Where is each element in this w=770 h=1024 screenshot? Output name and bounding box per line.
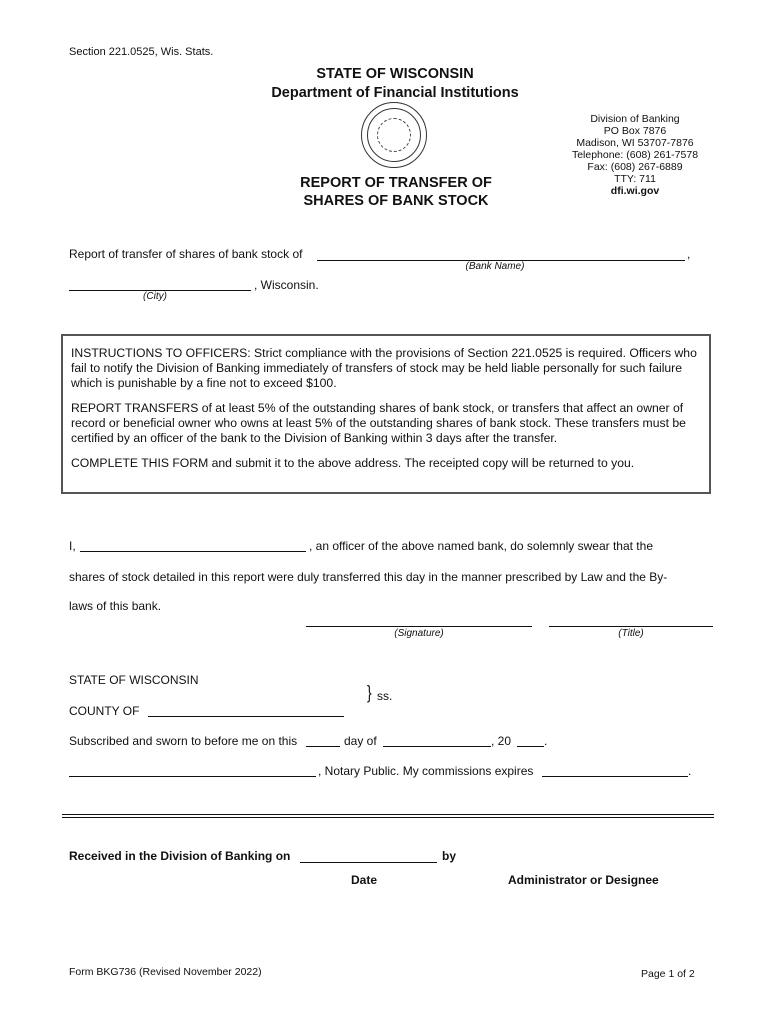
instructions-complete: COMPLETE THIS FORM and submit it to the above address. The receipted copy will be returned to you. (71, 456, 635, 470)
wisconsin-text: , Wisconsin. (254, 278, 319, 292)
notary-end-period: . (688, 764, 692, 778)
page-number: Page 1 of 2 (641, 968, 695, 980)
signature-field[interactable] (306, 626, 532, 627)
city-caption: (City) (143, 291, 167, 302)
form-id: Form BKG736 (Revised November 2022) (69, 966, 262, 978)
year-prefix: , 20 (491, 734, 512, 748)
division-name: Division of Banking (590, 113, 680, 125)
received-by: by (442, 849, 457, 863)
title-caption: (Title) (618, 628, 644, 639)
subscribed-period: . (544, 734, 548, 748)
oath-line2: shares of stock detailed in this report were duly transferred this day in the manner prescribed by Law and the By- (69, 570, 668, 584)
po-box: PO Box 7876 (603, 125, 667, 137)
subscribed-text: Subscribed and sworn to before me on this (69, 734, 298, 748)
statute-reference: Section 221.0525, Wis. Stats. (69, 46, 214, 58)
day-of-text: day of (344, 734, 377, 748)
commission-expires-field[interactable] (542, 776, 688, 777)
instructions-report: REPORT TRANSFERS of at least 5% of the outstanding shares of bank stock, or transfers that affect an owner of record or beneficial owner who owns at least 5% of the outstanding shares of bank stock. These transfers must be certified by an officer of the bank to the Division of Banking within 3 days after the transfer. (71, 401, 686, 445)
oath-i: I, (69, 539, 76, 553)
administrator-caption: Administrator or Designee (508, 873, 659, 887)
section-divider (62, 814, 714, 818)
notary-public-text: , Notary Public. My commissions expires (318, 764, 534, 778)
oath-line3: laws of this bank. (69, 599, 162, 613)
form-title-line1: REPORT OF TRANSFER OF (300, 175, 492, 191)
month-field[interactable] (383, 746, 491, 747)
state-heading: STATE OF WISCONSIN (316, 66, 474, 82)
signature-caption: (Signature) (394, 628, 444, 639)
instructions-box (61, 334, 711, 494)
day-field[interactable] (306, 746, 340, 747)
fax: Fax: (608) 267-6889 (587, 161, 683, 173)
year-field[interactable] (517, 746, 544, 747)
officer-name-field[interactable] (80, 551, 306, 552)
received-date-field[interactable] (300, 862, 437, 863)
bank-name-caption: (Bank Name) (465, 261, 525, 272)
state-seal-icon (361, 102, 427, 168)
oath-officer-text: , an officer of the above named bank, do solemnly swear that the (309, 539, 653, 553)
title-field[interactable] (549, 626, 713, 627)
county-field[interactable] (148, 716, 344, 717)
instructions-officers: INSTRUCTIONS TO OFFICERS: Strict compliance with the provisions of Section 221.0525 is required. Officers who fail to notify the Division of Banking immediately of transfers of stock may be held liable personally for such failure which is punishable by a fine not to exceed $100. (71, 346, 697, 390)
notary-ss: ss. (377, 689, 393, 703)
website-link[interactable]: dfi.wi.gov (610, 185, 660, 197)
received-text: Received in the Division of Banking on (69, 849, 291, 863)
notary-name-field[interactable] (69, 776, 316, 777)
tty: TTY: 711 (614, 173, 656, 185)
bank-name-comma: , (687, 247, 691, 261)
city-address: Madison, WI 53707-7876 (576, 137, 694, 149)
notary-county: COUNTY OF (69, 704, 140, 718)
form-title-line2: SHARES OF BANK STOCK (303, 193, 489, 209)
bank-stock-lead: Report of transfer of shares of bank stock of (69, 247, 303, 261)
telephone: Telephone: (608) 261-7578 (571, 149, 699, 161)
notary-state: STATE OF WISCONSIN (69, 673, 199, 687)
brace-icon: } (367, 681, 372, 703)
date-caption: Date (351, 873, 378, 887)
department-heading: Department of Financial Institutions (271, 85, 519, 101)
